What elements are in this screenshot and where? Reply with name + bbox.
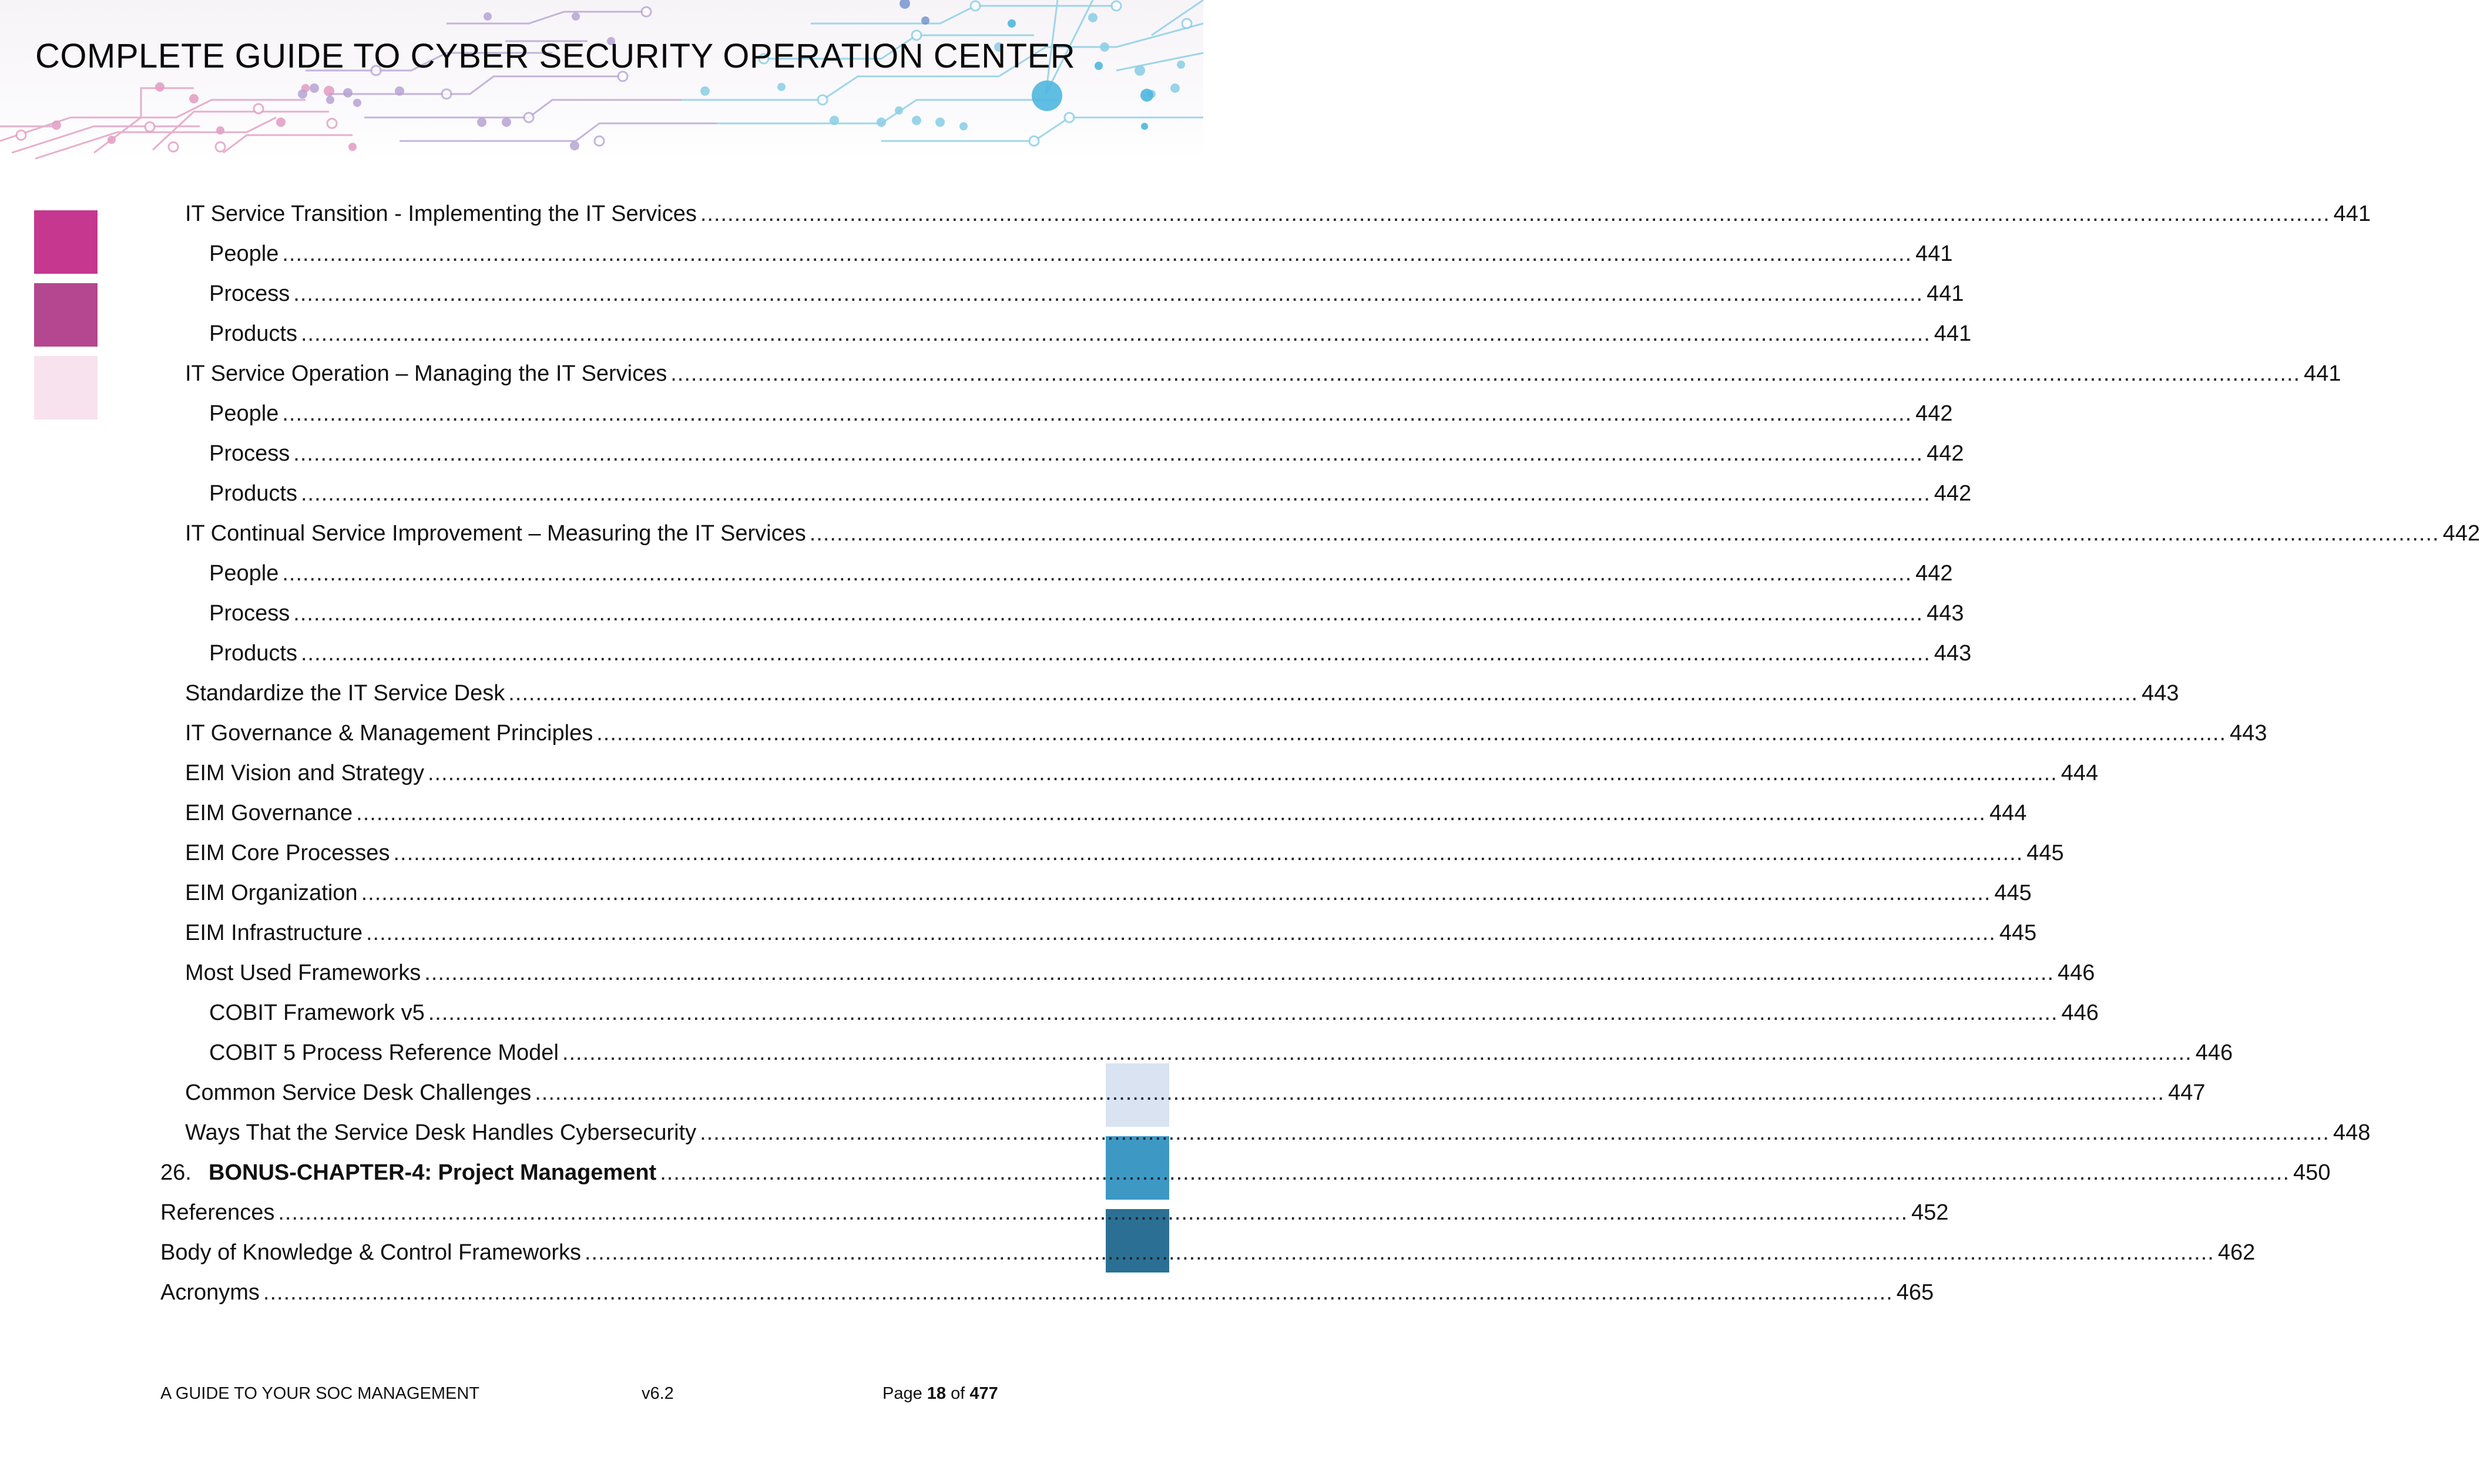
toc-entry-page: 447 bbox=[2168, 1080, 2206, 1105]
dot-leader: ................................................................................................................................................................................................................................................ bbox=[508, 681, 2139, 706]
toc-entry-title: Process bbox=[209, 441, 290, 466]
toc-entry-title: COBIT 5 Process Reference Model bbox=[209, 1040, 559, 1065]
toc-entry-page: 442 bbox=[1934, 481, 1972, 506]
toc-entry[interactable] bbox=[209, 1035, 2233, 1070]
dot-leader: ................................................................................................................................................................................................................................................ bbox=[356, 801, 1986, 825]
left-swatch-magenta bbox=[34, 210, 98, 274]
toc-entry-page: 446 bbox=[2195, 1040, 2233, 1065]
toc-entry[interactable] bbox=[185, 756, 2099, 791]
toc-entry-page: 445 bbox=[1994, 881, 2032, 905]
dot-leader: ................................................................................................................................................................................................................................................ bbox=[282, 561, 1912, 586]
toc-entry-title: Process bbox=[209, 281, 290, 306]
toc-entry-page: 446 bbox=[2061, 1000, 2099, 1025]
toc-entry-page: 443 bbox=[1934, 641, 1972, 666]
toc-entry[interactable] bbox=[185, 835, 2064, 871]
page-of: of bbox=[951, 1384, 965, 1403]
toc-entry-title: Most Used Frameworks bbox=[185, 961, 421, 985]
document-title: COMPLETE GUIDE TO CYBER SECURITY OPERATION CENTER bbox=[35, 37, 1076, 75]
toc-entry-page: 441 bbox=[1915, 241, 1953, 266]
toc-entry[interactable] bbox=[185, 196, 2371, 231]
toc-entry-title: BONUS-CHAPTER-4: Project Management bbox=[209, 1160, 657, 1185]
left-swatch-mauve bbox=[34, 283, 98, 347]
dot-leader: ................................................................................................................................................................................................................................................ bbox=[427, 761, 2058, 785]
dot-leader: ................................................................................................................................................................................................................................................ bbox=[300, 321, 1931, 346]
dot-leader: ................................................................................................................................................................................................................................................ bbox=[596, 721, 2227, 746]
toc-entry-page: 452 bbox=[1911, 1200, 1949, 1225]
toc-entry[interactable] bbox=[209, 396, 1953, 431]
dot-leader: ................................................................................................................................................................................................................................................ bbox=[393, 841, 2023, 865]
toc-entry-title: Common Service Desk Challenges bbox=[185, 1080, 532, 1105]
dot-leader: ................................................................................................................................................................................................................................................ bbox=[282, 241, 1912, 266]
toc-entry-page: 450 bbox=[2293, 1160, 2331, 1185]
dot-leader: ................................................................................................................................................................................................................................................ bbox=[293, 441, 1924, 466]
toc-entry-title: EIM Infrastructure bbox=[185, 921, 363, 945]
dot-leader: ................................................................................................................................................................................................................................................ bbox=[700, 1120, 2330, 1145]
dot-leader: ................................................................................................................................................................................................................................................ bbox=[300, 641, 1931, 666]
chapter-number: 26. bbox=[160, 1160, 192, 1185]
dot-leader: ................................................................................................................................................................................................................................................ bbox=[535, 1080, 2165, 1105]
toc-entry-page: 442 bbox=[1915, 561, 1953, 586]
toc-entry-page: 465 bbox=[1896, 1280, 1934, 1305]
toc-entry[interactable] bbox=[185, 915, 2037, 951]
dot-leader: ................................................................................................................................................................................................................................................ bbox=[700, 202, 2330, 226]
toc-entry[interactable] bbox=[209, 476, 1972, 511]
dot-leader: ................................................................................................................................................................................................................................................ bbox=[670, 361, 2301, 386]
toc-entry-title: Products bbox=[209, 641, 297, 666]
toc-entry[interactable] bbox=[185, 1115, 2371, 1150]
page-total: 477 bbox=[969, 1384, 998, 1403]
dot-leader: ................................................................................................................................................................................................................................................ bbox=[361, 881, 1991, 905]
toc-entry-title: Body of Knowledge & Control Frameworks bbox=[160, 1240, 581, 1265]
toc-entry-page: 448 bbox=[2333, 1120, 2371, 1145]
toc-entry[interactable] bbox=[209, 436, 1964, 471]
toc-entry[interactable] bbox=[160, 1195, 1949, 1230]
toc-entry-page: 444 bbox=[2060, 761, 2099, 785]
toc-entry[interactable] bbox=[160, 1235, 2256, 1270]
dot-leader: ................................................................................................................................................................................................................................................ bbox=[293, 281, 1924, 306]
toc-entry[interactable] bbox=[185, 676, 2179, 711]
page-word: Page bbox=[882, 1384, 922, 1403]
toc-entry-page: 442 bbox=[1915, 401, 1953, 426]
dot-leader: ................................................................................................................................................................................................................................................ bbox=[278, 1200, 1908, 1225]
footer-version: v6.2 bbox=[642, 1384, 674, 1403]
toc-entry-page: 446 bbox=[2058, 961, 2095, 985]
toc-entry-title: EIM Governance bbox=[185, 801, 353, 825]
toc-entry-title: Ways That the Service Desk Handles Cybersecurity bbox=[185, 1120, 697, 1145]
toc-entry-page: 445 bbox=[2026, 841, 2064, 865]
toc-entry[interactable] bbox=[209, 995, 2099, 1030]
toc-entry-page: 441 bbox=[2333, 202, 2371, 226]
toc-entry-title: EIM Vision and Strategy bbox=[185, 761, 424, 785]
toc-entry[interactable] bbox=[160, 1275, 1934, 1310]
toc-chapter-entry[interactable] bbox=[160, 1155, 2331, 1190]
toc-entry[interactable] bbox=[185, 356, 2341, 391]
page-header bbox=[0, 0, 1203, 159]
toc-entry[interactable] bbox=[209, 236, 1953, 271]
toc-entry-title: Process bbox=[209, 601, 290, 626]
dot-leader: ................................................................................................................................................................................................................................................ bbox=[562, 1040, 2192, 1065]
circuit-board-decoration bbox=[0, 0, 1203, 159]
dot-leader: ................................................................................................................................................................................................................................................ bbox=[660, 1160, 2290, 1185]
toc-entry[interactable] bbox=[185, 955, 2095, 991]
toc-entry-page: 443 bbox=[2230, 721, 2267, 746]
dot-leader: ................................................................................................................................................................................................................................................ bbox=[282, 401, 1912, 426]
dot-leader: ................................................................................................................................................................................................................................................ bbox=[585, 1240, 2214, 1265]
dot-leader: ................................................................................................................................................................................................................................................ bbox=[809, 521, 2439, 546]
toc-entry-title: COBIT Framework v5 bbox=[209, 1000, 425, 1025]
toc-entry-title: People bbox=[209, 401, 279, 426]
dot-leader: ................................................................................................................................................................................................................................................ bbox=[424, 961, 2055, 985]
dot-leader: ................................................................................................................................................................................................................................................ bbox=[300, 481, 1931, 506]
toc-entry[interactable] bbox=[209, 556, 1953, 591]
footer-guide-title: A GUIDE TO YOUR SOC MANAGEMENT bbox=[160, 1384, 480, 1403]
toc-entry-title: References bbox=[160, 1200, 275, 1225]
toc-entry-title: IT Continual Service Improvement – Measuring the IT Services bbox=[185, 521, 806, 546]
toc-entry-page: 443 bbox=[2142, 681, 2179, 706]
toc-entry[interactable] bbox=[209, 596, 1964, 631]
toc-entry-page: 441 bbox=[1934, 321, 1972, 346]
footer-page-number bbox=[882, 1382, 998, 1405]
toc-entry[interactable] bbox=[209, 276, 1964, 311]
left-swatch-pale-pink bbox=[34, 356, 98, 419]
toc-entry[interactable] bbox=[209, 316, 1972, 351]
toc-entry-title: People bbox=[209, 241, 279, 266]
toc-entry-page: 445 bbox=[1999, 921, 2037, 945]
toc-entry-title: IT Governance & Management Principles bbox=[185, 721, 593, 746]
toc-entry-page: 441 bbox=[1927, 281, 1964, 306]
page-current: 18 bbox=[927, 1384, 947, 1403]
toc-entry-title: IT Service Operation – Managing the IT Services bbox=[185, 361, 667, 386]
toc-entry-title: Products bbox=[209, 321, 297, 346]
toc-entry-title: Products bbox=[209, 481, 297, 506]
toc-entry-title: EIM Organization bbox=[185, 881, 358, 905]
dot-leader: ................................................................................................................................................................................................................................................ bbox=[293, 601, 1924, 626]
toc-entry-title: People bbox=[209, 561, 279, 586]
toc-entry-page: 444 bbox=[1989, 801, 2027, 825]
toc-entry[interactable] bbox=[185, 716, 2267, 751]
dot-leader: ................................................................................................................................................................................................................................................ bbox=[428, 1000, 2058, 1025]
toc-entry-title: Standardize the IT Service Desk bbox=[185, 681, 505, 706]
toc-entry-page: 462 bbox=[2217, 1240, 2256, 1265]
toc-entry[interactable] bbox=[185, 875, 2032, 911]
toc-entry[interactable] bbox=[209, 636, 1972, 671]
toc-entry-title: IT Service Transition - Implementing the IT Services bbox=[185, 202, 697, 226]
dot-leader: ................................................................................................................................................................................................................................................ bbox=[365, 921, 1996, 945]
toc-entry[interactable] bbox=[185, 516, 2480, 551]
toc-entry-page: 442 bbox=[2442, 521, 2480, 546]
toc-entry-page: 442 bbox=[1927, 441, 1964, 466]
toc-entry[interactable] bbox=[185, 795, 2027, 831]
dot-leader: ................................................................................................................................................................................................................................................ bbox=[263, 1280, 1893, 1305]
toc-entry-page: 441 bbox=[2304, 361, 2341, 386]
toc-entry-page: 443 bbox=[1927, 601, 1964, 626]
toc-entry-title: Acronyms bbox=[160, 1280, 260, 1305]
toc-entry[interactable] bbox=[185, 1075, 2206, 1110]
toc-entry-title: EIM Core Processes bbox=[185, 841, 390, 865]
